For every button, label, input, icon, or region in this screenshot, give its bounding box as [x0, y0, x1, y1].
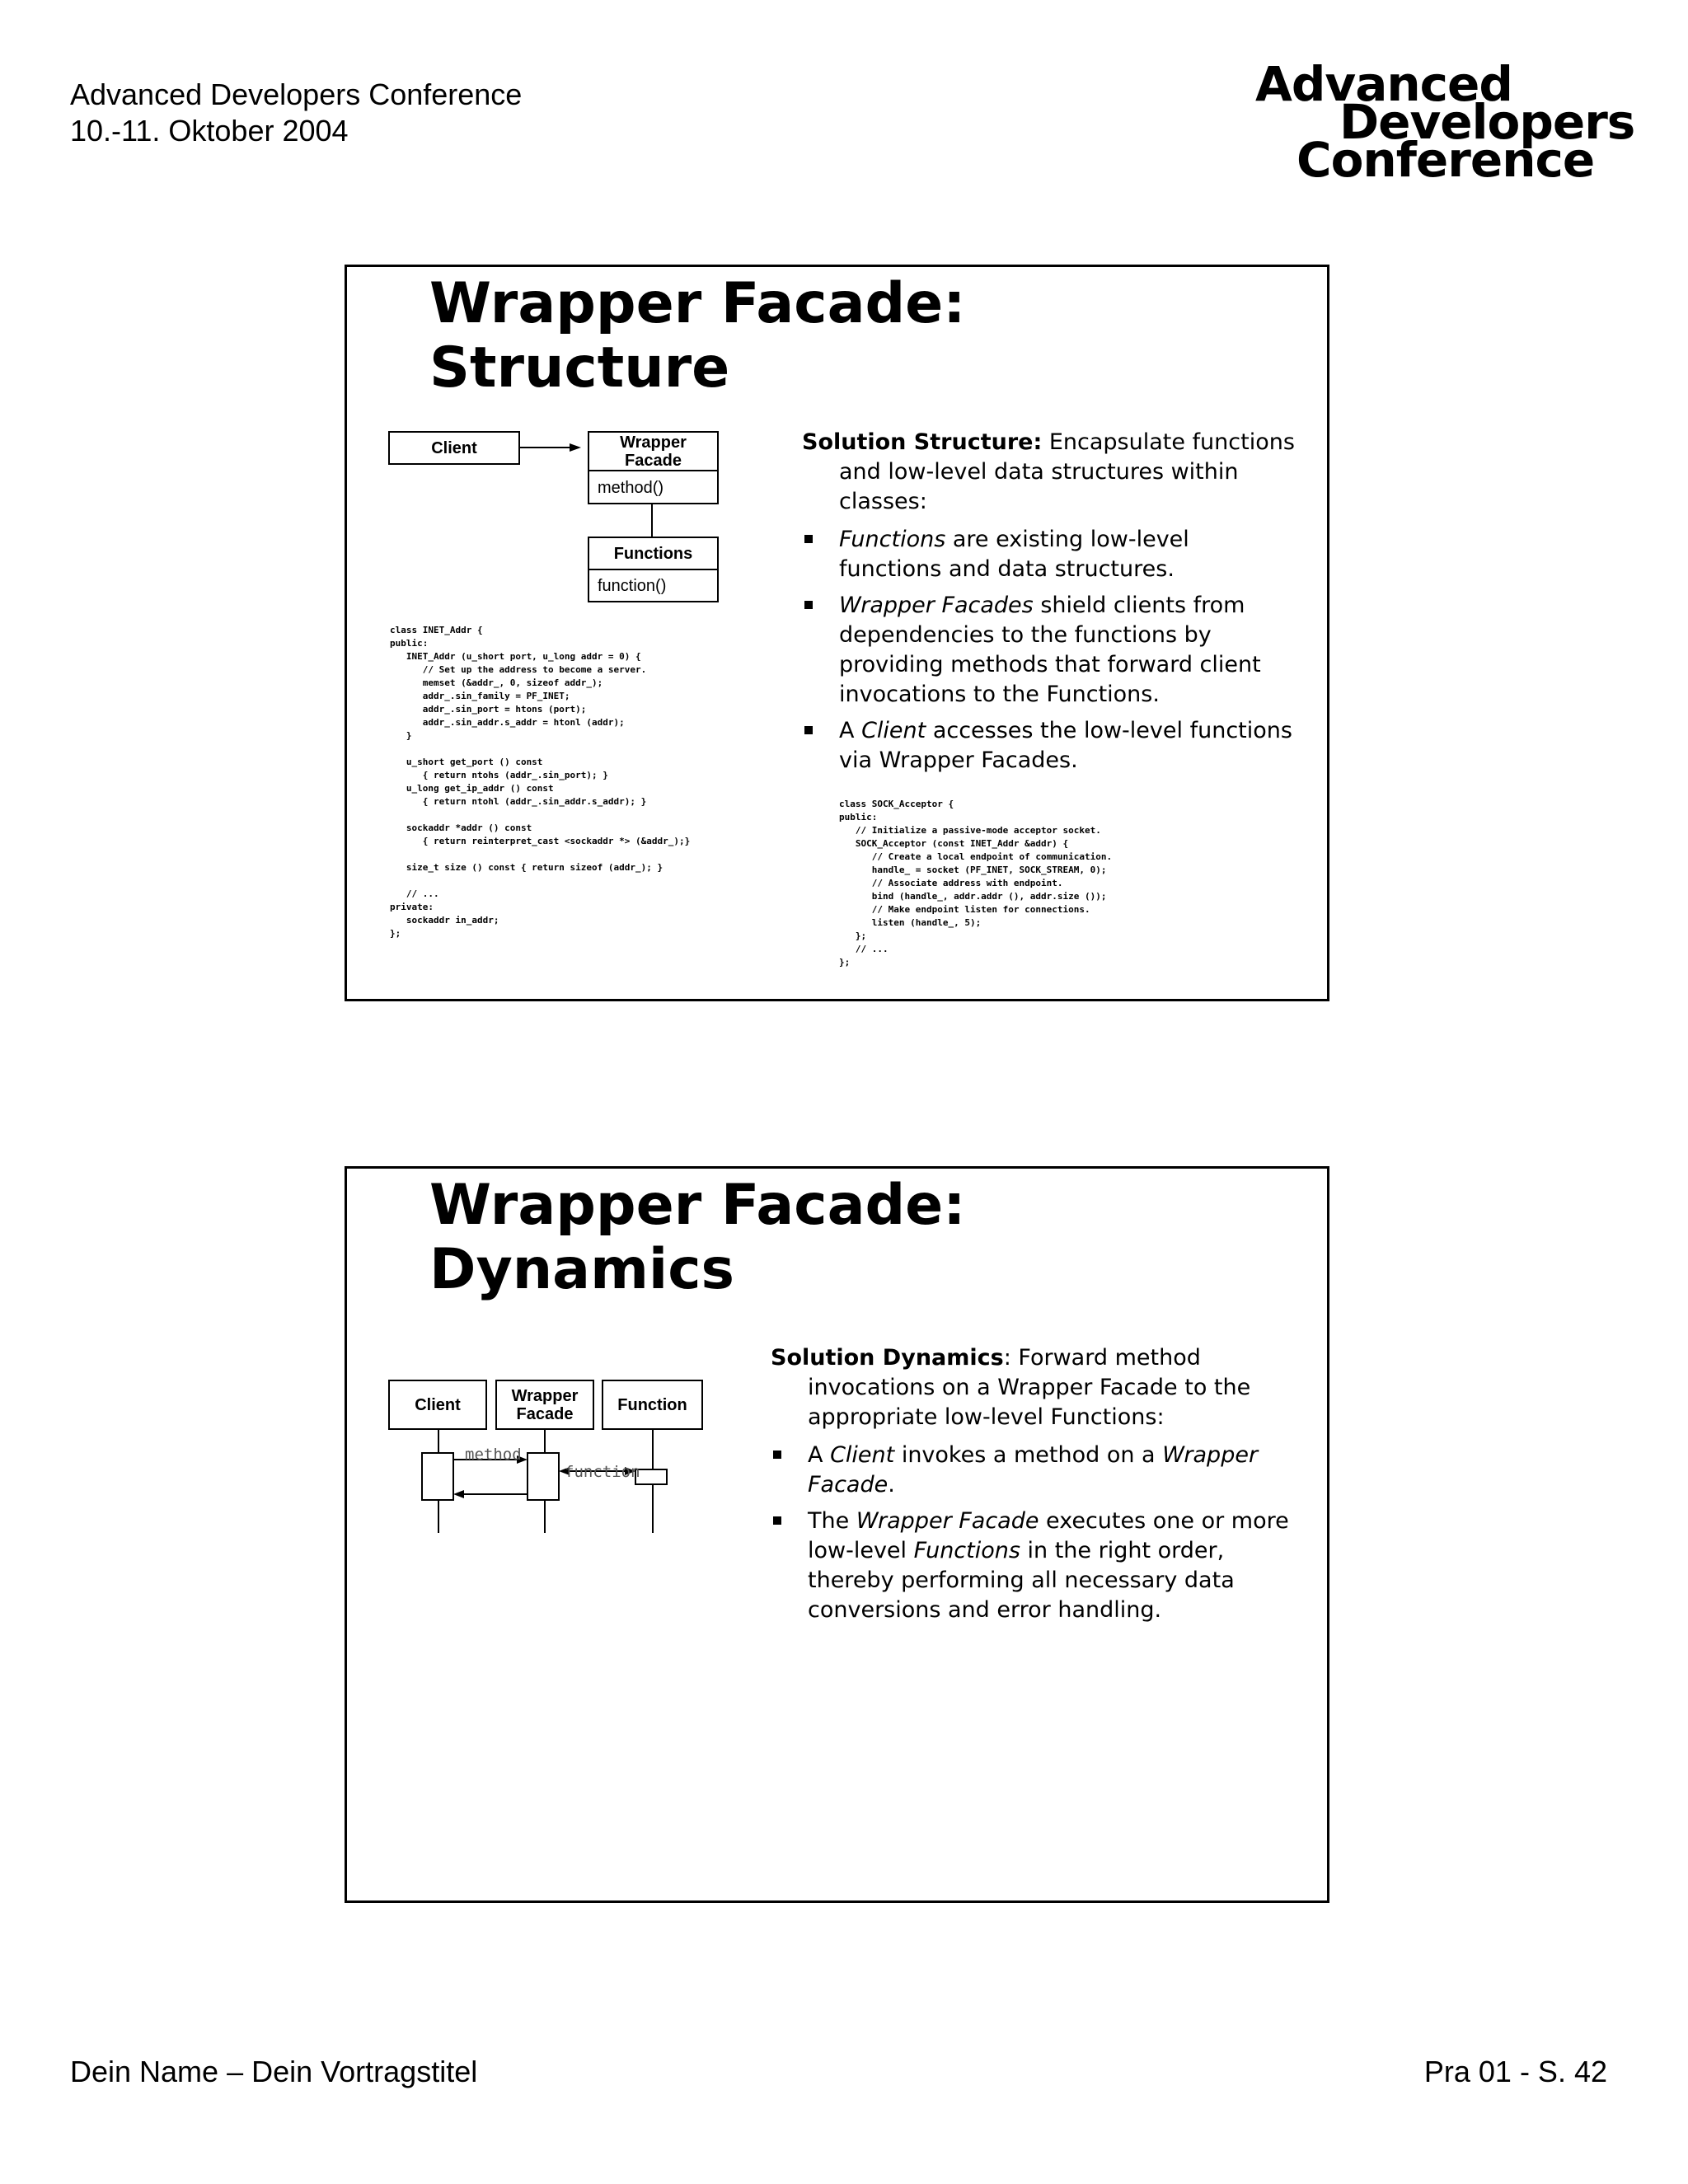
bullet-square-icon	[804, 601, 813, 609]
bullet-em: Functions	[913, 1538, 1020, 1563]
solution-structure-label: Solution Structure:	[802, 429, 1043, 455]
bullet-square-icon	[804, 726, 813, 734]
conference-date: 10.-11. Oktober 2004	[70, 114, 349, 148]
method-call-label: method	[465, 1446, 522, 1464]
bullet-text: are existing low-level functions and data structures.	[839, 527, 1189, 582]
bullet-em: Wrapper Facades	[839, 593, 1034, 618]
bullet-text: .	[888, 1472, 895, 1497]
bullet-client	[802, 716, 1296, 776]
bullet-square-icon	[804, 535, 813, 543]
bullet-facade-executes	[771, 1507, 1290, 1625]
bullet-em: Client	[861, 718, 926, 743]
logo-line-3: Conference	[1296, 132, 1595, 188]
slide-title-line-2: Dynamics	[429, 1237, 735, 1302]
association-arrow	[520, 436, 586, 461]
slide-title-line-2: Structure	[429, 335, 730, 401]
solution-structure-text	[802, 428, 1296, 782]
footer-page-number: Pra 01 - S. 42	[1423, 2055, 1607, 2088]
wrapper-facade-participant: Wrapper Facade	[495, 1380, 594, 1430]
bullet-text: in the right order, thereby performing all necessary data conversions and error handling.	[808, 1538, 1235, 1623]
slide-title-line-1: Wrapper Facade:	[429, 1173, 966, 1238]
bullet-em: Wrapper Facade	[808, 1442, 1259, 1497]
slide-title	[429, 1174, 965, 1302]
bullet-text: shield clients from dependencies to the functions by providing methods that forward client invocations to the Functions.	[839, 593, 1261, 707]
functions-method: function()	[589, 569, 717, 602]
solution-structure-paragraph	[802, 428, 1296, 517]
bullet-square-icon	[773, 1451, 781, 1459]
bullet-text: invokes a method on a	[894, 1442, 1163, 1468]
bullet-text: accesses the low-level functions via Wrapper Facades.	[839, 718, 1292, 773]
code-sock-acceptor: class SOCK_Acceptor { public: // Initialize a passive-mode acceptor socket. SOCK_Acceptor (const INET_Addr &addr) { // Create a local endpoint of communication. handle_ = socket (PF_INET, SOCK_STREAM, 0); // Associate address with endpoint. bind (handle_, addr.addr (), addr.size ()); // Make endpoint listen for connections. listen (handle_, 5); }; // ... };	[839, 799, 1113, 968]
slide-title	[429, 272, 965, 401]
conference-name: Advanced Developers Conference	[70, 77, 523, 111]
slide-dynamics	[345, 1166, 1329, 1903]
bullet-em: Wrapper Facade	[856, 1508, 1039, 1534]
bullet-text: A	[839, 718, 862, 743]
wrapper-facade-class	[588, 431, 719, 504]
wrapper-facade-method: method()	[589, 470, 717, 504]
client-participant: Client	[388, 1380, 487, 1430]
solution-dynamics-label: Solution Dynamics	[771, 1345, 1004, 1371]
bullet-square-icon	[773, 1516, 781, 1525]
logo	[1249, 56, 1644, 188]
bullet-em: Client	[830, 1442, 895, 1468]
bullet-functions	[802, 525, 1296, 584]
solution-dynamics-body: : Forward method invocations on a Wrapper Facade to the appropriate low-level Functions:	[808, 1345, 1251, 1430]
bullet-wrapper-facades	[802, 591, 1296, 710]
solution-dynamics-paragraph	[771, 1343, 1290, 1432]
function-participant: Function	[602, 1380, 703, 1430]
wrapper-facade-name: Wrapper Facade	[620, 433, 687, 470]
slide-title-line-1: Wrapper Facade:	[429, 271, 966, 336]
sequence-lifelines	[347, 1430, 726, 1537]
solution-dynamics-text	[771, 1343, 1290, 1632]
bullet-text: executes one or more low-level	[808, 1508, 1289, 1563]
footer-speaker: Dein Name – Dein Vortragstitel	[70, 2055, 478, 2088]
solution-structure-body: Encapsulate functions and low-level data structures within classes:	[839, 429, 1295, 514]
bullet-em: Functions	[839, 527, 946, 552]
bullet-text: A	[808, 1442, 831, 1468]
functions-name: Functions	[613, 544, 693, 563]
logo-line-1: Advanced	[1255, 56, 1512, 112]
code-inet-addr: class INET_Addr { public: INET_Addr (u_short port, u_long addr = 0) { // Set up the address to become a server. memset (&addr_, 0, sizeof addr_); addr_.sin_family = PF_INET; addr_.sin_port = htons (port); addr_.sin_addr.s_addr = htonl (addr); } u_short get_port () const { return ntohs (addr_.sin_port); } u_long get_ip_addr () const { return ntohl (addr_.sin_addr.s_addr); } sockaddr *addr () const { return reinterpret_cast <sockaddr *> (&addr_);} size_t size () const { return sizeof (addr_); } // ... private: sockaddr in_addr; };	[390, 625, 691, 939]
bullet-client-invokes	[771, 1441, 1290, 1500]
functions-class	[588, 537, 719, 602]
client-box: Client	[388, 431, 520, 465]
bullet-text: The	[808, 1508, 856, 1534]
logo-line-2: Developers	[1339, 94, 1635, 150]
function-call-label: function	[565, 1463, 640, 1481]
slide-structure	[345, 265, 1329, 1001]
